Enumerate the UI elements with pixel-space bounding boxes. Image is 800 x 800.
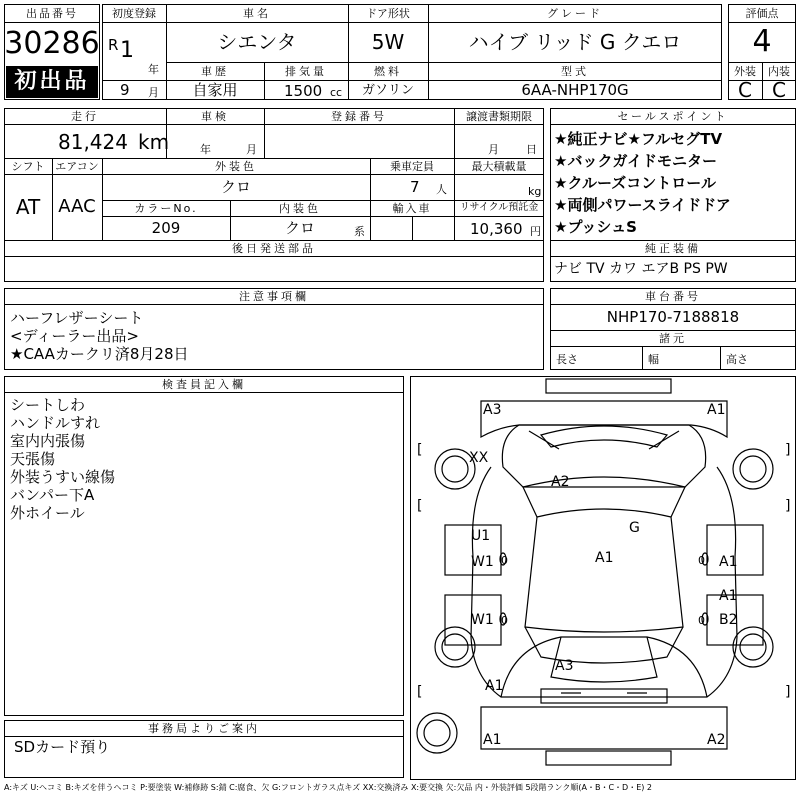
mark-left-front-door-1: U1: [471, 528, 491, 544]
mark-zero-right-2: 0: [698, 614, 705, 627]
note-line: ハーフレザーシート: [10, 309, 144, 327]
displacement-label: 排気量: [285, 64, 327, 78]
mark-zero-right-1: 0: [698, 554, 705, 567]
sales-point: ★プッシュS: [554, 218, 637, 236]
sales-point: ★バックガイドモニター: [554, 152, 717, 170]
equipment: ナビ TV カワ エアB PS PW: [554, 261, 728, 277]
transfer-month-unit: 月: [488, 143, 499, 156]
office-title: 事務局よりご案内: [148, 721, 260, 735]
inspector-line: シートしわ: [10, 396, 86, 414]
model: 6AA-NHP170G: [521, 81, 629, 99]
note-line: ★CAAカークリ済8月28日: [10, 345, 189, 363]
color-no-label: カラーNo.: [134, 201, 198, 215]
inspection-label: 車検: [201, 109, 229, 123]
displacement: 1500: [284, 82, 323, 100]
mileage-unit: km: [138, 130, 170, 154]
sales-points-title: セールスポイント: [617, 109, 729, 123]
ac-label: エアコン: [55, 159, 99, 173]
inspector-line: バンパー下A: [10, 486, 95, 504]
transfer-day-unit: 日: [526, 143, 537, 156]
equipment-title: 純正装備: [645, 241, 701, 255]
capacity-label: 乗車定員: [390, 159, 434, 173]
dims-title: 諸元: [659, 331, 687, 345]
grade: ハイブ リッド G クエロ: [468, 30, 682, 54]
inspector-line: ハンドルすれ: [10, 414, 101, 432]
int-color-suffix: 系: [354, 225, 365, 238]
transfer-label: 譲渡書類期限: [466, 109, 532, 123]
mark-left-front-door-2: W1: [471, 554, 494, 570]
chassis-number: NHP170-7188818: [606, 307, 740, 326]
bracket-left-rear: [: [417, 684, 423, 700]
int-color-label: 内装色: [279, 201, 321, 215]
notes-title: 注意事項欄: [239, 289, 309, 303]
inspector-list: [10, 396, 115, 522]
int-color: クロ: [284, 218, 315, 237]
bracket-right-top: ]: [785, 442, 791, 458]
inspection-year-unit: 年: [200, 143, 211, 156]
car-diagram: [410, 376, 796, 780]
mark-right-rear-door-2: B2: [719, 612, 738, 628]
bracket-right-mid: ]: [785, 498, 791, 514]
bracket-left-top: [: [417, 442, 423, 458]
length-label: 長さ: [556, 353, 578, 366]
notes-list: [10, 309, 189, 363]
score-label: 評価点: [745, 6, 779, 20]
exterior-grade: C: [738, 78, 752, 102]
mark-zero-left-1: 0: [501, 554, 508, 567]
first-listing-badge: 初出品: [6, 66, 98, 98]
mark-bumper-right: A2: [707, 732, 726, 748]
reg-month-unit: 月: [148, 86, 159, 99]
mark-rear-left: A1: [485, 678, 504, 694]
fuel-label: 燃料: [374, 64, 402, 78]
mark-bumper-left: A1: [483, 732, 502, 748]
recycle-unit: 円: [530, 225, 541, 238]
sales-point: ★純正ナビ★フルセグTV: [554, 130, 723, 148]
mark-right-front-door: A1: [719, 554, 738, 570]
capacity-unit: 人: [436, 183, 447, 196]
capacity: 7: [410, 178, 420, 196]
reg-year: 1: [120, 38, 134, 63]
color-no: 209: [151, 218, 181, 237]
plate-label: 登録番号: [331, 109, 387, 123]
lot-number: 30286: [4, 26, 100, 61]
mark-zero-left-2: 0: [501, 614, 508, 627]
mark-right-rear-door-1: A1: [719, 588, 738, 604]
displacement-unit: cc: [330, 86, 343, 99]
reg-label: 初度登録: [112, 6, 156, 20]
mark-left-rear-door: W1: [471, 612, 494, 628]
door-type: 5W: [371, 30, 405, 54]
interior-grade: C: [772, 78, 786, 102]
car-name: シエンタ: [217, 30, 297, 54]
later-parts-label: 後日発送部品: [232, 241, 316, 255]
mark-front-left: A3: [483, 402, 502, 418]
shift-label: シフト: [11, 159, 45, 173]
sales-point: ★クルーズコントロール: [554, 174, 716, 192]
mark-hood-left: XX: [469, 450, 489, 466]
mark-rear-window: A3: [555, 658, 574, 674]
lot-label: 出品番号: [26, 6, 78, 20]
mark-windshield: A2: [551, 474, 570, 490]
grade-label: グレード: [547, 6, 603, 20]
ext-color: クロ: [220, 177, 251, 196]
inspector-line: 外装うすい線傷: [10, 468, 116, 486]
door-label: ドア形状: [366, 6, 410, 20]
sales-point: ★両側パワースライドドア: [554, 196, 731, 214]
inspection-month-unit: 月: [246, 143, 257, 156]
fuel: ガソリン: [361, 83, 414, 98]
mark-glass: G: [629, 520, 640, 536]
car-name-label: 車名: [243, 6, 271, 20]
mark-roof: A1: [595, 550, 614, 566]
mileage-label: 走行: [71, 109, 99, 123]
model-label: 型式: [561, 64, 589, 78]
reg-year-unit: 年: [148, 63, 159, 76]
sales-points-list: [554, 128, 731, 238]
ext-color-label: 外装色: [215, 159, 257, 173]
inspector-line: 外ホイール: [10, 504, 85, 522]
history: 自家用: [192, 81, 238, 99]
office-text: SDカード預り: [14, 738, 111, 756]
interior-label: 内装: [768, 64, 790, 78]
score: 4: [752, 24, 772, 59]
bracket-right-rear: ]: [785, 684, 791, 700]
load-label: 最大積載量: [471, 159, 527, 173]
history-label: 車歴: [201, 64, 229, 78]
era: R: [108, 36, 119, 54]
mileage: 81,424: [58, 130, 128, 154]
legend: A:キズ U:ヘコミ B:キズを伴うヘコミ P:要塗装 W:補修跡 S:錆 C:腐食、欠 G:フロントガラス点キズ XX:交換済み X:要交換 欠:欠品 内・外装評価 5段階ランク順(A・B・C・D・E) 2: [4, 783, 653, 792]
note-line: <ディーラー出品>: [10, 327, 139, 345]
bracket-left-mid: [: [417, 498, 423, 514]
load-unit: kg: [528, 185, 542, 198]
chassis-title: 車台番号: [645, 289, 701, 303]
ac: AAC: [58, 196, 96, 217]
recycle: 10,360: [470, 220, 523, 238]
reg-month: 9: [120, 81, 130, 99]
mark-front-right: A1: [707, 402, 726, 418]
inspector-title: 検査員記入欄: [162, 377, 246, 391]
height-label: 高さ: [726, 353, 748, 366]
inspector-line: 天張傷: [10, 450, 56, 468]
recycle-label: リサイクル預託金: [459, 202, 539, 213]
inspector-line: 室内内張傷: [10, 432, 86, 450]
exterior-label: 外装: [734, 64, 756, 78]
import-label: 輸入車: [392, 201, 432, 215]
width-label: 幅: [648, 353, 659, 366]
shift: AT: [15, 195, 41, 219]
